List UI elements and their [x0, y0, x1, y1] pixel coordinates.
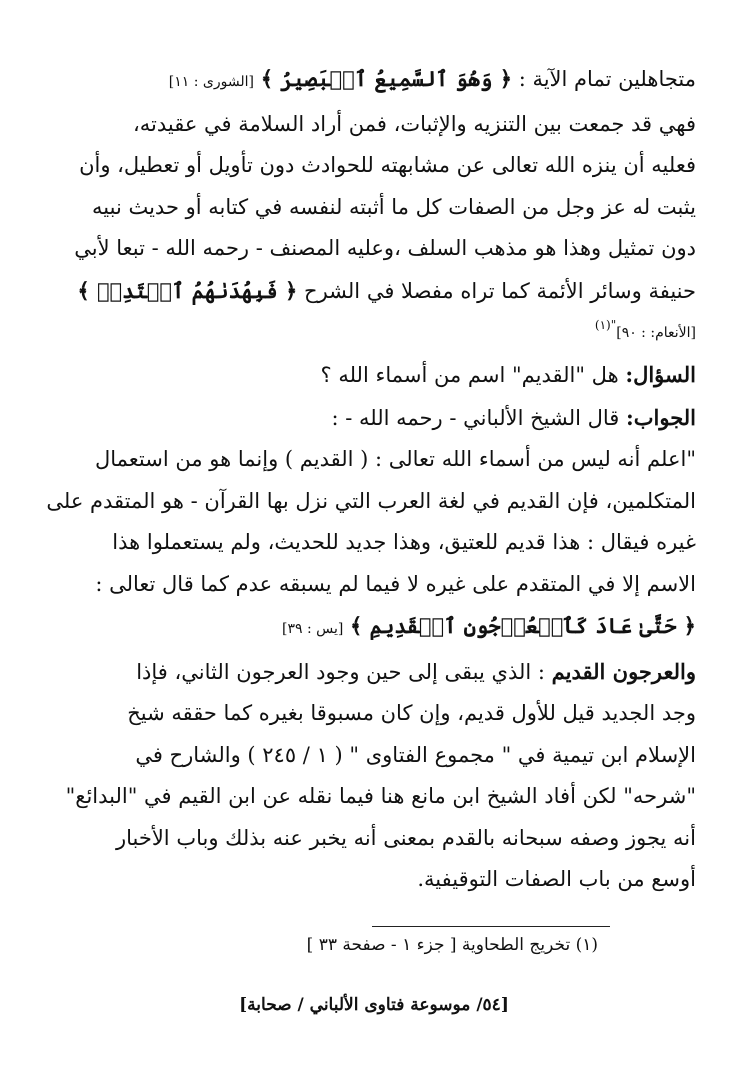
- text-line: فعليه أن ينزه الله تعالى عن مشابهته للحوادث دون تأويل أو تعطيل، وأن: [79, 153, 696, 177]
- text-line: دون تمثيل وهذا هو مذهب السلف ،وعليه المصنف - رحمه الله - تبعا لأبي: [74, 236, 696, 260]
- verse-reference: [الأنعام: : ٩٠]: [616, 325, 696, 341]
- answer-label: الجواب:: [626, 404, 696, 430]
- question-label: السؤال:: [625, 362, 696, 387]
- footnote: (١) تخريج الطحاوية [ جزء ١ - صفحة ٣٣ ]: [306, 935, 598, 955]
- verse-reference: [الشورى : ١١]: [168, 74, 254, 90]
- line-text: متجاهلين تمام الآية :: [518, 67, 696, 91]
- text-line: وجد الجديد قيل للأول قديم، وإن كان مسبوقا بغيره كما حققه شيخ: [127, 701, 696, 725]
- text-line: "شرحه" لكن أفاد الشيخ ابن مانع هنا فيما نقله عن ابن القيم في "البدائع": [65, 784, 696, 808]
- text-line: يثبت له عز وجل من الصفات كل ما أثبته لنفسه في كتابه أو حديث نبيه: [92, 194, 696, 219]
- text-line: [40, 651, 696, 694]
- text-line: [40, 58, 696, 104]
- text-line: أوسع من باب الصفات التوقيفية.: [417, 867, 696, 891]
- text-line: أنه يجوز وصفه سبحانه بالقدم بمعنى أنه يخبر عنه بذلك وباب الأخبار: [115, 825, 696, 850]
- line-text: حنيفة وسائر الأئمة كما تراه مفصلا في الشرح: [304, 278, 696, 303]
- text-line: [40, 270, 696, 313]
- page-footer: [٥٤/ موسوعة فتاوى الألباني / صحابة]: [239, 995, 509, 1015]
- text-line: المتكلمين، فإن القديم في لغة العرب التي نزل بها القرآن - هو المتقدم على: [46, 488, 696, 513]
- quran-verse: ﴿ حَتَّىٰ عَادَ كَٱلۡعُرۡجُونِ ٱلۡقَدِيمِ ﴾: [350, 613, 696, 638]
- line-text: : الذي يبقى إلى حين وجود العرجون الثاني، فإذا: [136, 659, 545, 684]
- answer-line: [40, 397, 696, 440]
- footnote-marker: "(١): [594, 318, 617, 332]
- quran-verse: ﴿ فَبِهُدَىٰهُمُ ٱقۡتَدِهۡ ﴾: [77, 277, 298, 303]
- text-line: غيره فيقال : هذا قديم للعتيق، وهذا جديد للحديث، ولم يستعملوا هذا: [112, 530, 696, 554]
- main-text: [40, 58, 696, 901]
- verse-reference: [يس : ٣٩]: [282, 621, 344, 637]
- text-line: فهي قد جمعت بين التنزيه والإثبات، فمن أراد السلامة في عقيدته،: [132, 111, 696, 136]
- answer-text: قال الشيخ الألباني - رحمه الله - :: [331, 405, 620, 430]
- text-line: الاسم إلا في المتقدم على غيره لا فيما لم يسبقه عدم كما قال تعالى :: [95, 571, 696, 596]
- question-line: [40, 354, 696, 397]
- text-line: [40, 605, 696, 651]
- quran-verse: ﴿ وَهُوَ ٱلسَّمِيعُ ٱلۡبَصِيرُ ﴾: [260, 66, 513, 91]
- text-line: الإسلام ابن تيمية في " مجموع الفتاوى " ( ١ / ٢٤٥ ) والشارح في: [135, 742, 696, 767]
- bold-term: والعرجون القديم: [551, 658, 696, 684]
- text-line: [40, 312, 696, 346]
- question-text: هل "القديم" اسم من أسماء الله ؟: [320, 363, 619, 387]
- footnote-divider: [372, 926, 610, 927]
- text-line: "اعلم أنه ليس من أسماء الله تعالى : ( القديم ) وإنما هو من استعمال: [94, 447, 696, 471]
